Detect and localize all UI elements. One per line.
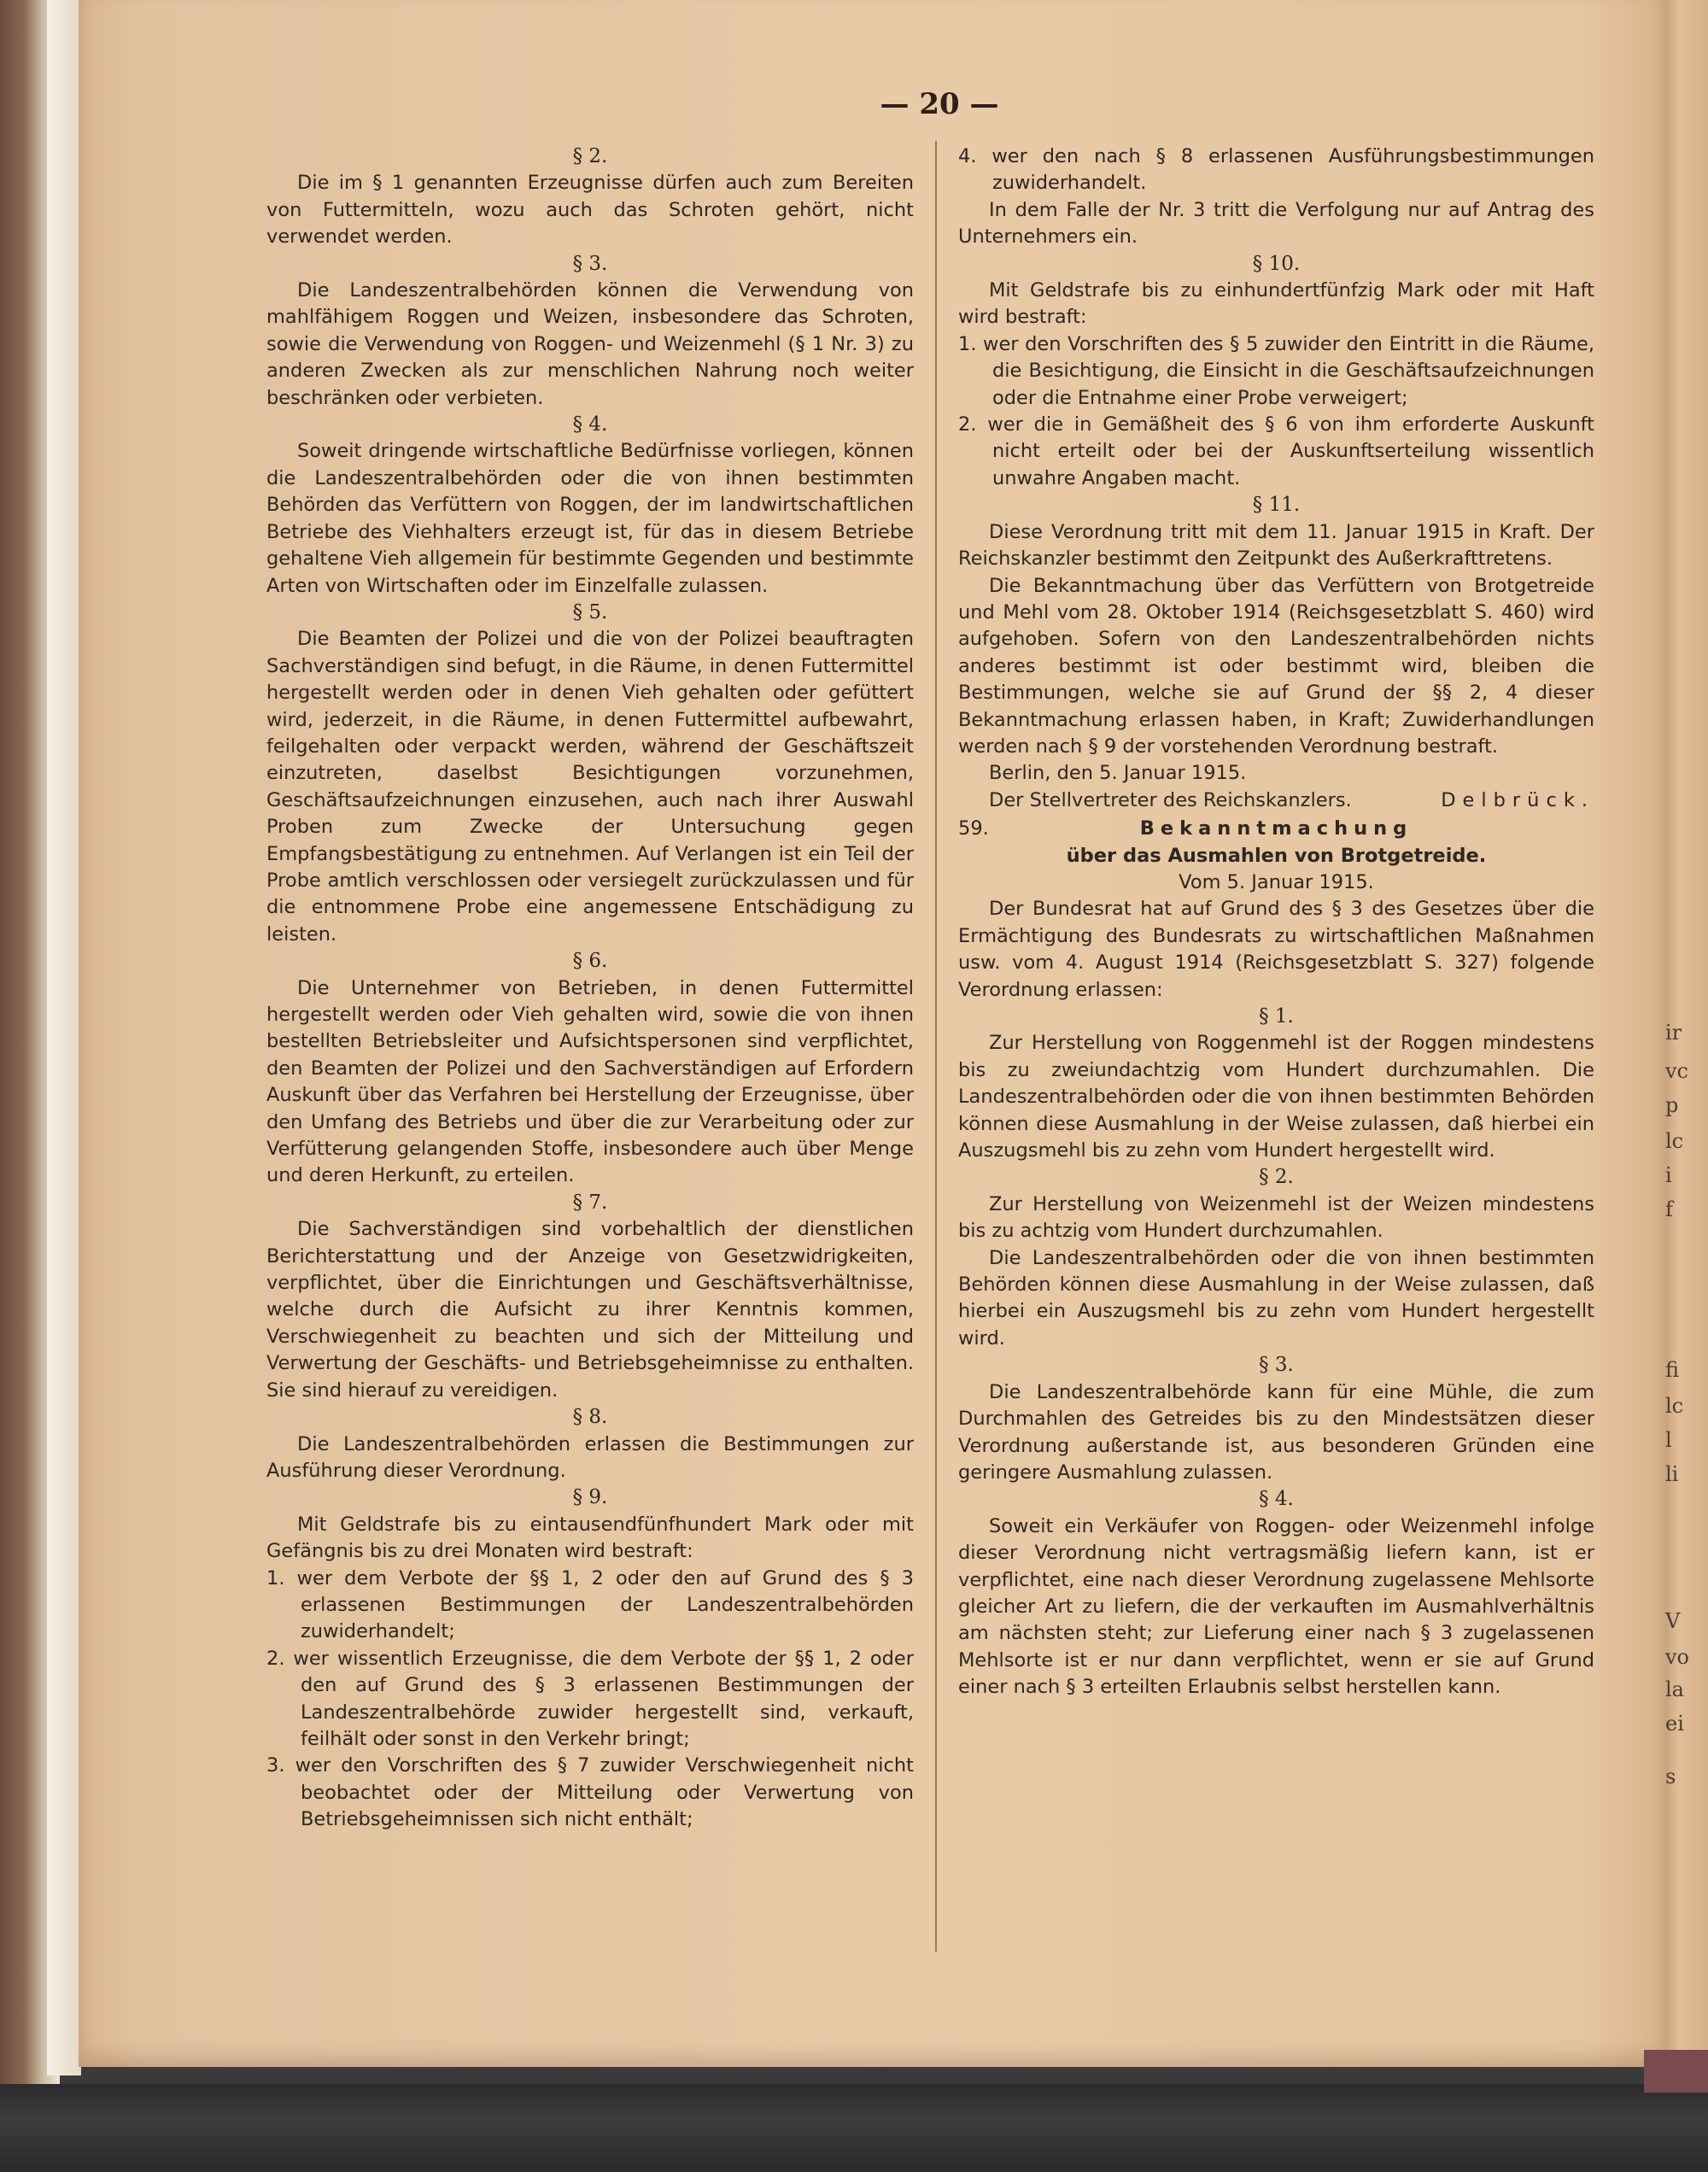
book-cover-corner bbox=[1644, 2050, 1708, 2093]
date-line: Vom 5. Januar 1915. bbox=[1179, 870, 1374, 893]
column-divider bbox=[935, 141, 937, 1952]
paragraph: Mit Geldstrafe bis zu einhundertfünfzig Mark oder mit Haft wird bestraft: bbox=[958, 279, 1594, 329]
section-heading: § 3. bbox=[1259, 1354, 1294, 1377]
paragraph: Die Unternehmer von Betrieben, in denen Futtermittel hergestellt werden oder Vieh gehalten wird, sowie die von ihnen bestellten Betriebsleiter und Aufsichtspersonen sind verpflichtet, den Beamten der Polizei und den Sachverständigen auf Erfordern Auskunft über das Verfahren bei Herstellung der Erzeugnisse, über den Umfang des Betriebs und über die zur Verarbeitung oder zur Verfütterung gelangenden Stoffe, insbesondere auch über Menge und deren Herkunft, zu erteilen. bbox=[266, 976, 914, 1187]
paragraph: Die im § 1 genannten Erzeugnisse dürfen auch zum Bereiten von Futtermitteln, wozu auch das Schroten gehört, nicht verwendet werden. bbox=[266, 172, 914, 249]
margin-fragment: l bbox=[1665, 1428, 1672, 1452]
section-heading: § 3. bbox=[572, 252, 608, 275]
section-heading: § 9. bbox=[572, 1486, 608, 1509]
signatory-name: Delbrück. bbox=[1441, 788, 1594, 811]
paragraph: Die Landeszentralbehörden erlassen die Bestimmungen zur Ausführung dieser Verordnung. bbox=[266, 1432, 914, 1482]
margin-fragment: V bbox=[1665, 1609, 1681, 1633]
section-heading: § 5. bbox=[572, 600, 608, 623]
paragraph: Die Bekanntmachung über das Verfüttern von Brotgetreide und Mehl vom 28. Oktober 1914 (Reichsgesetzblatt S. 460) wird aufgehoben. Sofern von den Landeszentralbehörden nichts anderes bestimmt ist oder bestimmt wird, bleiben die Bestimmungen, welche sie auf Grund der §§ 2, 4 dieser Bekanntmachung erlassen haben, in Kraft; Zuwiderhandlungen werden nach § 9 der vorstehenden Verordnung bestraft. bbox=[958, 574, 1594, 758]
section-heading: § 1. bbox=[1259, 1005, 1294, 1027]
section-heading: § 11. bbox=[1252, 494, 1301, 517]
right-text-column bbox=[958, 143, 1594, 1701]
margin-fragment: ei bbox=[1665, 1712, 1684, 1736]
left-text-column bbox=[266, 143, 914, 1834]
paragraph: Zur Herstellung von Weizenmehl ist der Weizen mindestens bis zu achtzig vom Hundert durchzumahlen. bbox=[958, 1192, 1594, 1243]
paragraph: Die Landeszentralbehörde kann für eine Mühle, die zum Durchmahlen des Getreides bis zu den Mindestsätzen dieser Verordnung außerstande ist, aus besonderen Gründen eine geringere Ausmahlung zulassen. bbox=[958, 1380, 1594, 1484]
paragraph: Der Bundesrat hat auf Grund des § 3 des Gesetzes über die Ermächtigung des Bundesrats zu wirtschaftlichen Maßnahmen usw. vom 4. August 1914 (Reichsgesetzblatt S. 327) folgende Verordnung erlassen: bbox=[958, 898, 1594, 1001]
section-heading: § 2. bbox=[1259, 1166, 1294, 1189]
notice-heading bbox=[958, 816, 1594, 842]
margin-fragment: fi bbox=[1665, 1358, 1680, 1382]
section-heading: § 4. bbox=[1259, 1488, 1294, 1511]
margin-fragment: f bbox=[1665, 1197, 1673, 1221]
notice-title: Bekanntmachung bbox=[1139, 817, 1413, 840]
section-heading: § 6. bbox=[572, 950, 608, 973]
desk-surface bbox=[0, 2084, 1708, 2172]
paragraph: Zur Herstellung von Roggenmehl ist der Roggen mindestens bis zu zweiundachtzig vom Hundert durchzumahlen. Die Landeszentralbehörden oder die von ihnen bestimmten Behörden können diese Ausmahlung in der Weise zulassen, daß hierbei ein Auszugsmehl bis zu zehn vom Hundert hergestellt wird. bbox=[958, 1032, 1594, 1162]
margin-fragment: lc bbox=[1665, 1129, 1684, 1153]
margin-fragment: s bbox=[1665, 1765, 1676, 1789]
section-heading: § 8. bbox=[572, 1406, 608, 1429]
margin-fragment: lc bbox=[1665, 1394, 1684, 1418]
numbered-item: 2. wer wissentlich Erzeugnisse, die dem Verbote der §§ 1, 2 oder den auf Grund des § 3 erlassenen Bestimmungen der Landeszentralbehörde zuwider hergestellt sind, verkauft, feilhält oder sonst in den Verkehr bringt; bbox=[266, 1647, 914, 1750]
section-heading: § 7. bbox=[572, 1191, 608, 1214]
margin-fragment: ir bbox=[1665, 1021, 1682, 1045]
paragraph: Die Landeszentralbehörden können die Verwendung von mahlfähigem Roggen und Weizen, insbesondere das Schroten, sowie die Verwendung von Roggen- und Weizenmehl (§ 1 Nr. 3) zu anderen Zwecken als zur menschlichen Nahrung noch weiter beschränken oder verbieten. bbox=[266, 279, 914, 409]
section-heading: § 10. bbox=[1252, 252, 1301, 275]
section-heading: § 4. bbox=[572, 413, 608, 436]
margin-fragment: li bbox=[1665, 1462, 1679, 1486]
notice-subtitle: über das Ausmahlen von Brotgetreide. bbox=[1066, 844, 1487, 867]
margin-fragment: i bbox=[1665, 1163, 1672, 1187]
numbered-item: 3. wer den Vorschriften des § 7 zuwider Verschwiegenheit nicht beobachtet oder der Mitteilung oder Verwertung von Betriebsgeheimnissen sich nicht enthält; bbox=[266, 1754, 914, 1831]
paragraph: Die Landeszentralbehörden oder die von ihnen bestimmten Behörden können diese Ausmahlung in der Weise zulassen, daß hierbei ein Auszugsmehl bis zu zehn vom Hundert hergestellt wird. bbox=[958, 1246, 1594, 1349]
margin-fragment: la bbox=[1665, 1677, 1684, 1701]
numbered-item: 2. wer die in Gemäßheit des § 6 von ihm erforderte Auskunft nicht erteilt oder bei der Auskunftserteilung wissentlich unwahre Angaben macht. bbox=[958, 413, 1594, 489]
paragraph: Diese Verordnung tritt mit dem 11. Januar 1915 in Kraft. Der Reichskanzler bestimmt den Zeitpunkt des Außerkrafttretens. bbox=[958, 520, 1594, 571]
notice-number: 59. bbox=[958, 817, 989, 840]
numbered-item: 4. wer den nach § 8 erlassenen Ausführungsbestimmungen zuwiderhandelt. bbox=[958, 145, 1594, 195]
section-heading: § 2. bbox=[572, 145, 608, 167]
paragraph: Berlin, den 5. Januar 1915. bbox=[989, 762, 1247, 785]
signature-line bbox=[958, 787, 1594, 814]
paragraph: Mit Geldstrafe bis zu eintausendfünfhundert Mark oder mit Gefängnis bis zu drei Monaten wird bestraft: bbox=[266, 1513, 914, 1563]
page-edge bbox=[47, 0, 81, 2075]
numbered-item: 1. wer dem Verbote der §§ 1, 2 oder den auf Grund des § 3 erlassenen Bestimmungen der Landeszentralbehörden zuwiderhandelt; bbox=[266, 1566, 914, 1643]
signatory-title: Der Stellvertreter des Reichskanzlers. bbox=[989, 788, 1352, 811]
margin-fragment: vo bbox=[1665, 1645, 1690, 1669]
margin-fragment: vc bbox=[1665, 1059, 1688, 1083]
page-number: — 20 — bbox=[880, 87, 999, 121]
margin-fragment: p bbox=[1665, 1093, 1679, 1117]
paragraph: Soweit dringende wirtschaftliche Bedürfnisse vorliegen, können die Landeszentralbehörden oder die von ihnen bestimmten Behörden das Verfüttern von Roggen, der im landwirtschaftlichen Betriebe des Viehhalters erzeugt ist, für das in diesem Betriebe gehaltene Vieh allgemein für bestimmte Gegenden und bestimmte Arten von Wirtschaften oder im Einzelfalle zulassen. bbox=[266, 440, 914, 597]
paragraph: In dem Falle der Nr. 3 tritt die Verfolgung nur auf Antrag des Unternehmers ein. bbox=[958, 198, 1594, 249]
paragraph: Die Beamten der Polizei und die von der Polizei beauftragten Sachverständigen sind befugt, in die Räume, in denen Futtermittel hergestellt werden oder in denen Vieh gehalten oder gefüttert wird, jederzeit, in die Räume, in denen Futtermittel aufbewahrt, feilgehalten oder verpackt werden, während der Geschäftszeit einzutreten, daselbst Besichtigungen vorzunehmen, Geschäftsaufzeichnungen einzusehen, auch nach ihrer Auswahl Proben zum Zwecke der Untersuchung gegen Empfangsbestätigung zu entnehmen. Auf Verlangen ist ein Teil der Probe amtlich verschlossen oder versiegelt zurückzulassen und für die entnommene Probe eine angemessene Entschädigung zu leisten. bbox=[266, 628, 914, 945]
paragraph: Soweit ein Verkäufer von Roggen- oder Weizenmehl infolge dieser Verordnung nicht vertragsmäßig liefern kann, ist er verpflichtet, eine nach dieser Verordnung zugelassene Mehlsorte gleicher Art zu liefern, die der verkauften im Ausmahlverhältnis am nächsten steht; zur Lieferung einer nach § 3 zugelassenen Mehlsorte ist er nur dann verpflichtet, wenn er sie auf Grund einer nach § 3 erteilten Erlaubnis selbst herstellen kann. bbox=[958, 1514, 1594, 1699]
paragraph: Die Sachverständigen sind vorbehaltlich der dienstlichen Berichterstattung und der Anzeige von Gesetzwidrigkeiten, verpflichtet, über die Einrichtungen und Geschäftsverhältnisse, welche durch die Aufsicht zu ihrer Kenntnis kommen, Verschwiegenheit zu beachten und sich der Mitteilung und Verwertung der Geschäfts- und Betriebsgeheimnisse zu enthalten. Sie sind hierauf zu vereidigen. bbox=[266, 1218, 914, 1402]
numbered-item: 1. wer den Vorschriften des § 5 zuwider den Eintritt in die Räume, die Besichtigung, die Einsicht in die Geschäftsaufzeichnungen oder die Entnahme einer Probe verweigert; bbox=[958, 332, 1594, 409]
